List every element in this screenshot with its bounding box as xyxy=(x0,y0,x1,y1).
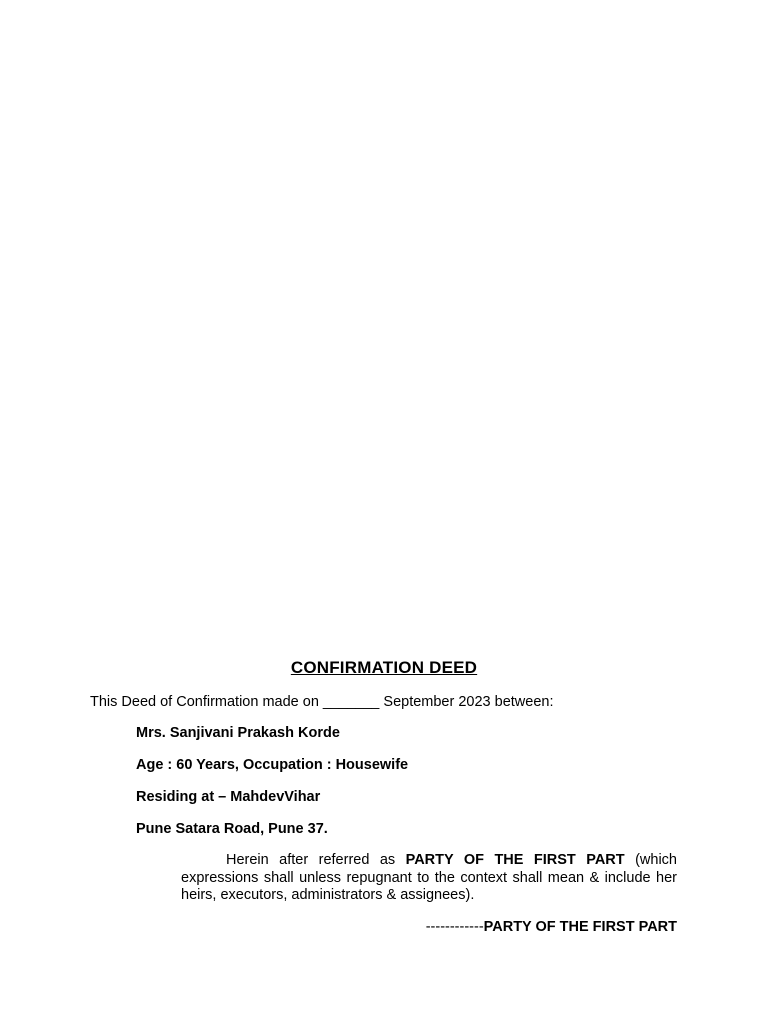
paragraph-bold-term: PARTY OF THE FIRST PART xyxy=(405,852,625,868)
paragraph-text-start: Herein after referred as xyxy=(226,852,406,868)
party-residence: Residing at – MahdevVihar xyxy=(136,789,321,805)
party-closing-label xyxy=(426,919,677,935)
party-age-occupation: Age : 60 Years, Occupation : Housewife xyxy=(136,757,409,773)
closing-dashes: ------------ xyxy=(425,919,484,935)
paragraph-text-end: (which expressions shall unless repugnant to the context shall mean & include her heirs, executors, administrators & assignees). xyxy=(181,852,677,903)
party-address: Pune Satara Road, Pune 37. xyxy=(136,821,328,837)
party-name: Mrs. Sanjivani Prakash Korde xyxy=(136,725,340,741)
party-definition-paragraph xyxy=(181,852,677,905)
document-title: CONFIRMATION DEED xyxy=(290,658,478,677)
closing-party-label: PARTY OF THE FIRST PART xyxy=(483,919,677,935)
deed-intro-line: This Deed of Confirmation made on _______ September 2023 between: xyxy=(90,694,554,710)
